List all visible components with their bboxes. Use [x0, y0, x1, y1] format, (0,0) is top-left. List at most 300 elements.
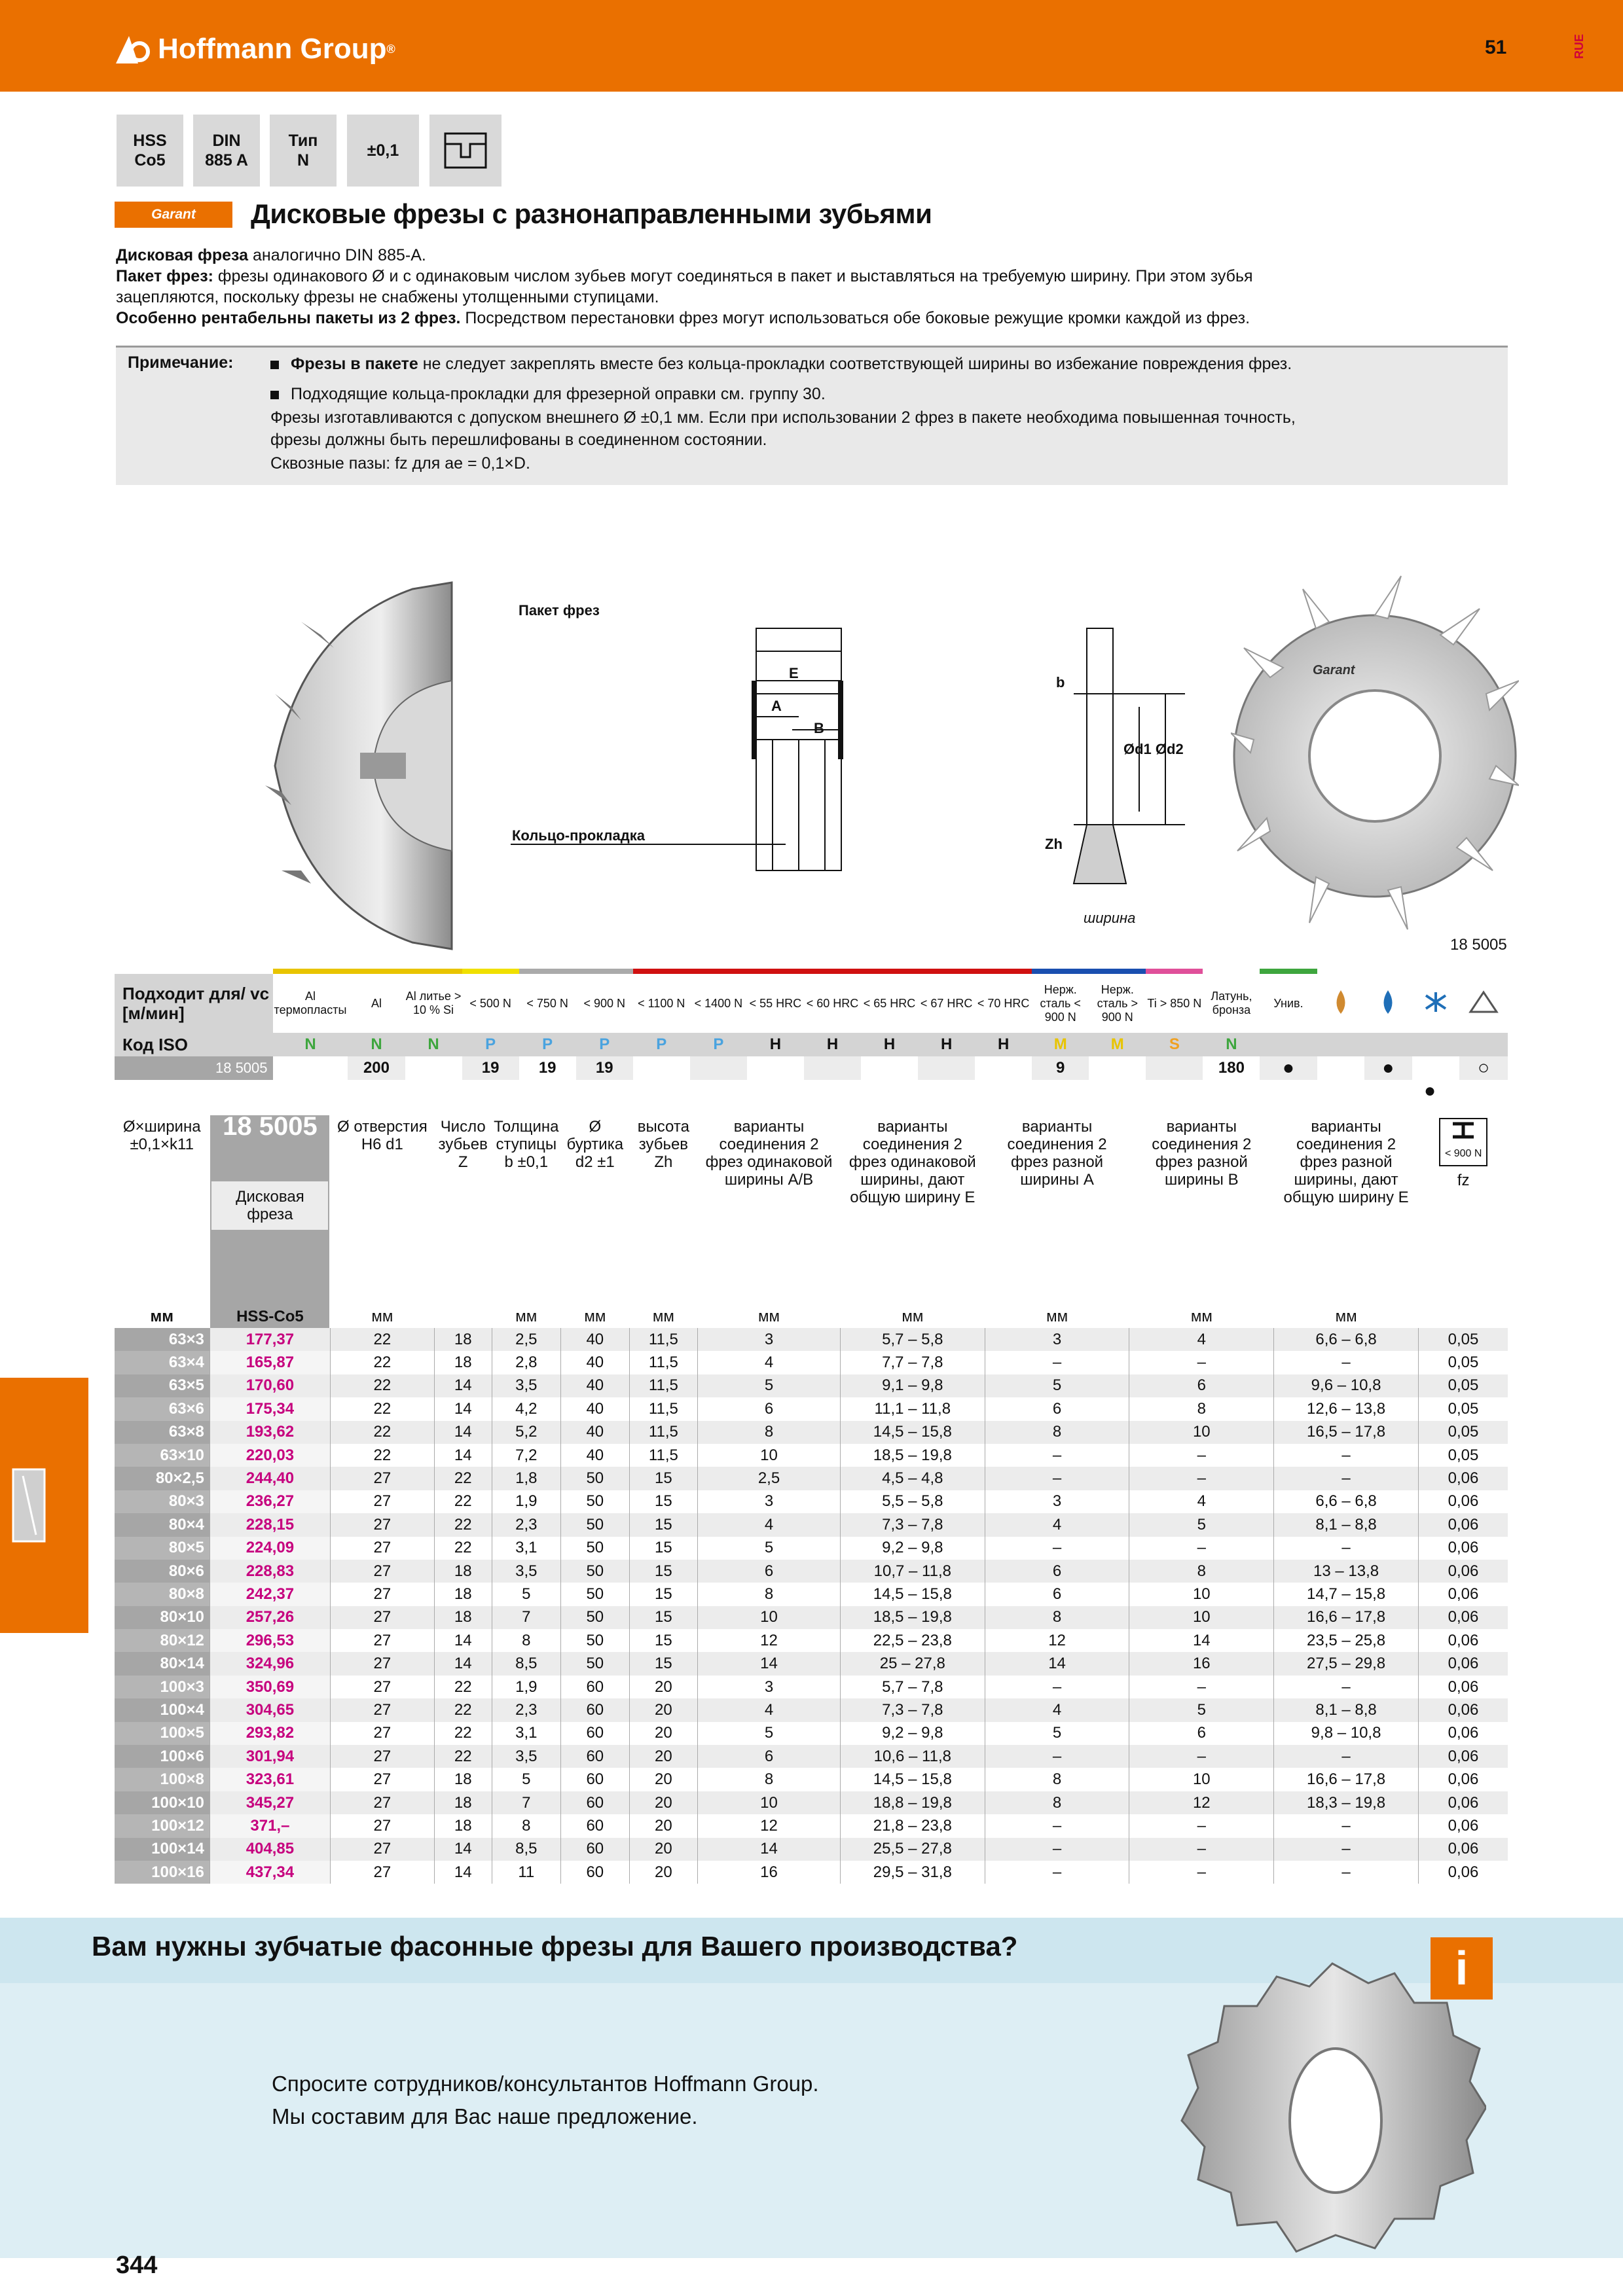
col-bore: Ø отверстия H6 d1: [330, 1115, 434, 1305]
language-code: RUE: [1573, 34, 1586, 60]
table-cell: –: [985, 1676, 1129, 1698]
table-cell: –: [1274, 1814, 1419, 1837]
table-cell: 11,5: [629, 1374, 697, 1397]
table-cell: 0,05: [1418, 1421, 1508, 1444]
table-cell: 8: [985, 1768, 1129, 1791]
table-cell: 20: [629, 1745, 697, 1768]
note-line-4: фрезы должны быть перешлифованы в соединенном состоянии.: [270, 431, 767, 449]
table-cell: 27: [330, 1537, 434, 1560]
table-cell: 5,5 – 5,8: [840, 1490, 985, 1513]
table-cell: 0,06: [1418, 1698, 1508, 1721]
material-al-thermo: Al термопласты: [274, 990, 347, 1016]
material-hrc-70: < 70 HRC: [977, 996, 1030, 1010]
table-cell: 27: [330, 1583, 434, 1605]
price-cell[interactable]: 323,61: [210, 1768, 330, 1791]
table-cell: 10: [1129, 1583, 1274, 1605]
table-cell: 0,06: [1418, 1768, 1508, 1791]
table-cell: 0,06: [1418, 1583, 1508, 1605]
price-cell[interactable]: 170,60: [210, 1374, 330, 1397]
table-cell: 4: [1129, 1490, 1274, 1513]
size-cell: 63×6: [115, 1397, 210, 1420]
table-cell: 8,5: [492, 1838, 560, 1861]
vc-value: [747, 1056, 804, 1080]
unit: мм: [985, 1305, 1129, 1328]
table-cell: –: [1274, 1351, 1419, 1374]
unit: мм: [1129, 1305, 1274, 1328]
table-cell: 2,5: [492, 1328, 560, 1351]
price-cell[interactable]: 404,85: [210, 1838, 330, 1861]
vc-value: [1089, 1056, 1146, 1080]
table-cell: 18: [434, 1328, 492, 1351]
table-cell: 20: [629, 1698, 697, 1721]
table-cell: –: [1274, 1537, 1419, 1560]
unit: [1418, 1305, 1508, 1328]
table-cell: 0,06: [1418, 1791, 1508, 1814]
table-cell: 22: [330, 1421, 434, 1444]
price-cell[interactable]: 371,–: [210, 1814, 330, 1837]
note-line-1: Фрезы в пакете не следует закреплять вместе без кольца-прокладки соответствующей ширины во избежание повреждения фрез.: [270, 353, 1292, 374]
table-cell: 16,5 – 17,8: [1274, 1421, 1419, 1444]
table-cell: 0,05: [1418, 1374, 1508, 1397]
table-cell: –: [985, 1861, 1129, 1884]
material-steel-1100: < 1100 N: [638, 996, 685, 1010]
table-row: [115, 1838, 1508, 1861]
coolant-emulsion: ●: [1364, 1056, 1412, 1080]
unit: HSS-Co5: [210, 1305, 330, 1328]
table-cell: 14: [1129, 1629, 1274, 1652]
table-cell: 22: [434, 1676, 492, 1698]
iso-code: P: [599, 1035, 610, 1053]
material-inox-lt900: Нерж. сталь < 900 N: [1040, 982, 1081, 1024]
table-cell: 8: [985, 1421, 1129, 1444]
price-cell[interactable]: 228,83: [210, 1560, 330, 1583]
material-al: Al: [371, 996, 382, 1010]
coolant-mql: [1412, 1056, 1460, 1080]
table-cell: 7,3 – 7,8: [840, 1513, 985, 1536]
table-cell: 15: [629, 1490, 697, 1513]
table-cell: 0,06: [1418, 1814, 1508, 1837]
table-cell: 7: [492, 1606, 560, 1629]
iso-label: Код ISO: [115, 1033, 273, 1056]
table-cell: 14: [434, 1421, 492, 1444]
intro-paragraph-2: Пакет фрез: фрезы одинакового Ø и с одинаковым числом зубьев могут соединяться в пакет и выставляться на требуемую ширину. При этом зубья: [116, 267, 1253, 285]
table-cell: 16: [698, 1861, 841, 1884]
table-cell: 18: [434, 1583, 492, 1605]
intro-paragraph-2b: зацепляются, поскольку фрезы не снабжены утолщенными ступицами.: [116, 288, 659, 306]
table-cell: 8: [492, 1814, 560, 1837]
table-cell: 8: [492, 1629, 560, 1652]
table-cell: 60: [560, 1722, 629, 1745]
price-cell[interactable]: 165,87: [210, 1351, 330, 1374]
iso-code: N: [371, 1035, 382, 1053]
size-cell: 80×6: [115, 1560, 210, 1583]
material-steel-500: < 500 N: [469, 996, 511, 1010]
table-cell: 14: [434, 1861, 492, 1884]
table-cell: 9,6 – 10,8: [1274, 1374, 1419, 1397]
table-cell: 14,5 – 15,8: [840, 1583, 985, 1605]
col-zh: высота зубьев Zh: [629, 1115, 697, 1305]
material-brass: Латунь, бронза: [1211, 990, 1252, 1016]
price-cell[interactable]: 257,26: [210, 1606, 330, 1629]
table-cell: –: [1129, 1676, 1274, 1698]
table-cell: 2,3: [492, 1698, 560, 1721]
table-cell: 18,3 – 19,8: [1274, 1791, 1419, 1814]
table-cell: 6: [698, 1397, 841, 1420]
spec-standard: DIN 885 A: [193, 115, 260, 187]
page-number: 51: [1485, 37, 1507, 58]
table-cell: –: [985, 1537, 1129, 1560]
pack-label: Пакет фрез: [519, 602, 600, 619]
size-cell: 63×8: [115, 1421, 210, 1444]
table-cell: 0,05: [1418, 1328, 1508, 1351]
vc-value: [804, 1056, 861, 1080]
size-cell: 100×16: [115, 1861, 210, 1884]
table-cell: 60: [560, 1676, 629, 1698]
table-cell: 9,8 – 10,8: [1274, 1722, 1419, 1745]
table-cell: 3,5: [492, 1374, 560, 1397]
size-cell: 100×14: [115, 1838, 210, 1861]
table-cell: –: [1274, 1467, 1419, 1490]
table-cell: –: [1129, 1838, 1274, 1861]
table-cell: 4: [1129, 1328, 1274, 1351]
unit: мм: [1274, 1305, 1419, 1328]
table-cell: –: [1129, 1814, 1274, 1837]
page-title: Дисковые фрезы с разнонаправленными зубьями: [251, 198, 932, 229]
table-cell: 0,05: [1418, 1397, 1508, 1420]
table-cell: 27: [330, 1722, 434, 1745]
size-cell: 100×6: [115, 1745, 210, 1768]
price-cell[interactable]: 304,65: [210, 1698, 330, 1721]
section-side-tab[interactable]: [0, 1378, 88, 1633]
iso-code: S: [1169, 1035, 1180, 1053]
spec-groove-icon: [429, 115, 501, 187]
note-line-2: Подходящие кольца-прокладки для фрезерной оправки см. группу 30.: [270, 384, 826, 404]
table-cell: 16: [1129, 1652, 1274, 1675]
table-cell: 3: [698, 1676, 841, 1698]
table-cell: 7,2: [492, 1444, 560, 1467]
table-cell: 7,3 – 7,8: [840, 1698, 985, 1721]
brand-logo[interactable]: Hoffmann Group ®: [115, 29, 395, 69]
table-cell: –: [985, 1814, 1129, 1837]
table-cell: 8: [698, 1768, 841, 1791]
table-cell: 4,5 – 4,8: [840, 1467, 985, 1490]
table-cell: 60: [560, 1745, 629, 1768]
table-cell: –: [1274, 1838, 1419, 1861]
vc-value: 19: [576, 1056, 633, 1080]
unit: мм: [492, 1305, 560, 1328]
table-cell: 4: [985, 1513, 1129, 1536]
table-cell: –: [1129, 1444, 1274, 1467]
table-cell: 1,8: [492, 1467, 560, 1490]
vc-value: [861, 1056, 918, 1080]
table-cell: 11: [492, 1861, 560, 1884]
table-cell: 14,5 – 15,8: [840, 1421, 985, 1444]
table-cell: 60: [560, 1768, 629, 1791]
table-cell: 50: [560, 1560, 629, 1583]
price-cell[interactable]: 301,94: [210, 1745, 330, 1768]
table-cell: 18,8 – 19,8: [840, 1791, 985, 1814]
table-cell: 15: [629, 1652, 697, 1675]
table-cell: 40: [560, 1397, 629, 1420]
table-cell: 11,5: [629, 1421, 697, 1444]
table-cell: 14,5 – 15,8: [840, 1768, 985, 1791]
table-cell: 20: [629, 1768, 697, 1791]
table-cell: 29,5 – 31,8: [840, 1861, 985, 1884]
table-cell: 12: [698, 1629, 841, 1652]
col-teeth: Число зубьев Z: [434, 1115, 492, 1305]
table-cell: 10: [698, 1791, 841, 1814]
table-cell: –: [1274, 1676, 1419, 1698]
dim-E: E: [789, 665, 799, 681]
table-cell: 18: [434, 1606, 492, 1629]
table-cell: 22: [434, 1467, 492, 1490]
iso-code: P: [713, 1035, 724, 1053]
table-cell: –: [985, 1745, 1129, 1768]
pack-drawing: [511, 596, 851, 903]
table-cell: 22: [330, 1397, 434, 1420]
unit: мм: [629, 1305, 697, 1328]
table-cell: 15: [629, 1467, 697, 1490]
price-cell[interactable]: 193,62: [210, 1421, 330, 1444]
size-cell: 80×12: [115, 1629, 210, 1652]
price-cell[interactable]: 236,27: [210, 1490, 330, 1513]
table-cell: –: [1129, 1467, 1274, 1490]
table-cell: 6,6 – 6,8: [1274, 1328, 1419, 1351]
price-cell[interactable]: 244,40: [210, 1467, 330, 1490]
vc-value: ●: [1260, 1056, 1317, 1080]
table-cell: 60: [560, 1814, 629, 1837]
table-cell: –: [985, 1838, 1129, 1861]
note-line-3: Фрезы изготавливаются с допуском внешнего Ø ±0,1 мм. Если при использовании 2 фрез в пакете необходима повышенная точность,: [270, 408, 1296, 427]
banner-line-1: Спросите сотрудников/консультантов Hoffmann Group.: [272, 2072, 819, 2096]
vc-value: [273, 1056, 348, 1080]
table-cell: 22: [434, 1513, 492, 1536]
table-row: [115, 1467, 1508, 1490]
air-icon: [1459, 974, 1508, 1033]
coolant-air-mark: ●: [1424, 1080, 1436, 1102]
iso-code: M: [1053, 1035, 1067, 1053]
material-hrc-67: < 67 HRC: [920, 996, 973, 1010]
table-cell: 40: [560, 1351, 629, 1374]
table-cell: –: [1129, 1351, 1274, 1374]
table-cell: 3,5: [492, 1745, 560, 1768]
col-hub: Толщина ступицы b ±0,1: [492, 1115, 560, 1305]
table-cell: 4: [698, 1513, 841, 1536]
col-variant-4: варианты соединения 2 фрез разной ширины B: [1129, 1115, 1274, 1305]
table-cell: 18: [434, 1768, 492, 1791]
price-cell[interactable]: 224,09: [210, 1537, 330, 1560]
table-cell: 14: [434, 1444, 492, 1467]
table-cell: 60: [560, 1698, 629, 1721]
material-al-cast: Al литье > 10 % Si: [405, 990, 462, 1016]
col-variant-2: варианты соединения 2 фрез одинаковой ширины, дают общую ширину E: [840, 1115, 985, 1305]
banner-line-2: Мы составим для Вас наше предложение.: [272, 2104, 698, 2128]
table-cell: 22,5 – 23,8: [840, 1629, 985, 1652]
table-row: [115, 1676, 1508, 1698]
table-cell: 8: [985, 1791, 1129, 1814]
table-cell: 15: [629, 1583, 697, 1605]
table-cell: 15: [629, 1513, 697, 1536]
note-line-5: Сквозные пазы: fz для ae = 0,1×D.: [270, 454, 530, 473]
price-cell[interactable]: 228,15: [210, 1513, 330, 1536]
table-cell: 14: [698, 1652, 841, 1675]
table-cell: 40: [560, 1328, 629, 1351]
table-row: [115, 1397, 1508, 1420]
vc-value: 180: [1218, 1059, 1245, 1077]
unit: мм: [698, 1305, 841, 1328]
dim-A: A: [771, 698, 782, 714]
table-cell: –: [1129, 1537, 1274, 1560]
table-cell: 8,1 – 8,8: [1274, 1698, 1419, 1721]
size-cell: 80×2,5: [115, 1467, 210, 1490]
table-cell: 2,3: [492, 1513, 560, 1536]
suitability-table: [115, 969, 1508, 1102]
material-steel-1400: < 1400 N: [694, 996, 743, 1010]
table-cell: 10: [698, 1606, 841, 1629]
table-cell: 0,06: [1418, 1745, 1508, 1768]
table-cell: 3,1: [492, 1722, 560, 1745]
table-cell: 27: [330, 1814, 434, 1837]
mql-icon: [1412, 974, 1460, 1033]
table-row: [115, 1629, 1508, 1652]
table-cell: 5: [698, 1374, 841, 1397]
material-hrc-55: < 55 HRC: [749, 996, 802, 1010]
cutter-section-drawing: [1034, 622, 1192, 897]
table-cell: 10: [1129, 1606, 1274, 1629]
table-cell: 22: [330, 1328, 434, 1351]
price-cell[interactable]: 324,96: [210, 1652, 330, 1675]
table-cell: 8,1 – 8,8: [1274, 1513, 1419, 1536]
price-cell[interactable]: 350,69: [210, 1676, 330, 1698]
iso-code: P: [485, 1035, 496, 1053]
table-row: [115, 1374, 1508, 1397]
table-cell: 18: [434, 1814, 492, 1837]
vc-value: 19: [538, 1059, 556, 1077]
table-cell: 14: [434, 1629, 492, 1652]
table-cell: 27: [330, 1791, 434, 1814]
size-cell: 100×3: [115, 1676, 210, 1698]
price-cell[interactable]: 177,37: [210, 1328, 330, 1351]
price-cell[interactable]: 345,27: [210, 1791, 330, 1814]
table-cell: 22: [434, 1537, 492, 1560]
table-row: [115, 1537, 1508, 1560]
table-cell: 20: [629, 1861, 697, 1884]
table-cell: 21,8 – 23,8: [840, 1814, 985, 1837]
table-cell: –: [1274, 1745, 1419, 1768]
iso-code: M: [1110, 1035, 1124, 1053]
table-cell: 27: [330, 1698, 434, 1721]
size-cell: 63×10: [115, 1444, 210, 1467]
size-cell: 80×3: [115, 1490, 210, 1513]
price-cell[interactable]: 293,82: [210, 1722, 330, 1745]
table-cell: 14: [434, 1397, 492, 1420]
bullet-icon: [270, 391, 279, 399]
table-cell: 27: [330, 1629, 434, 1652]
table-cell: 5: [492, 1768, 560, 1791]
dry-icon: [1317, 974, 1365, 1033]
table-cell: 8: [1129, 1397, 1274, 1420]
table-cell: 27: [330, 1513, 434, 1536]
table-cell: 5: [985, 1374, 1129, 1397]
table-cell: 11,1 – 11,8: [840, 1397, 985, 1420]
table-cell: 10: [698, 1444, 841, 1467]
table-cell: 8: [698, 1421, 841, 1444]
table-cell: 14: [434, 1374, 492, 1397]
price-cell[interactable]: 437,34: [210, 1861, 330, 1884]
table-cell: 27,5 – 29,8: [1274, 1652, 1419, 1675]
table-row: [115, 1861, 1508, 1884]
table-cell: 2,8: [492, 1351, 560, 1374]
drill-section-icon: [0, 1378, 88, 1633]
price-cell[interactable]: 175,34: [210, 1397, 330, 1420]
table-cell: 18: [434, 1560, 492, 1583]
ring-label: Кольцо-прокладка: [512, 827, 645, 844]
intro-paragraph-3: Особенно рентабельны пакеты из 2 фрез. Посредством перестановки фрез могут использоваться обе боковые режущие кромки каждой из фрез.: [116, 309, 1250, 327]
price-cell[interactable]: 220,03: [210, 1444, 330, 1467]
table-cell: 7,7 – 7,8: [840, 1351, 985, 1374]
table-cell: 60: [560, 1838, 629, 1861]
table-row: [115, 1328, 1508, 1351]
table-cell: 0,06: [1418, 1606, 1508, 1629]
table-cell: 15: [629, 1606, 697, 1629]
table-cell: 14: [985, 1652, 1129, 1675]
table-cell: 50: [560, 1652, 629, 1675]
table-cell: 5: [698, 1722, 841, 1745]
table-row: [115, 1768, 1508, 1791]
table-cell: 18: [434, 1791, 492, 1814]
table-cell: 0,06: [1418, 1560, 1508, 1583]
vc-value: 19: [462, 1056, 519, 1080]
col-variant-5: варианты соединения 2 фрез разной ширины, дают общую ширину E: [1274, 1115, 1419, 1305]
bullet-icon: [270, 361, 279, 369]
unit: [434, 1305, 492, 1328]
table-cell: 12: [698, 1814, 841, 1837]
table-cell: 0,06: [1418, 1537, 1508, 1560]
table-cell: 4,2: [492, 1397, 560, 1420]
table-cell: 9,1 – 9,8: [840, 1374, 985, 1397]
iso-code: P: [542, 1035, 553, 1053]
table-cell: 14: [434, 1838, 492, 1861]
table-cell: 6: [985, 1583, 1129, 1605]
price-cell[interactable]: 296,53: [210, 1629, 330, 1652]
table-cell: 27: [330, 1606, 434, 1629]
table-cell: 11,5: [629, 1328, 697, 1351]
unit: мм: [330, 1305, 434, 1328]
table-cell: 3: [698, 1328, 841, 1351]
product-table: [115, 1112, 1508, 1884]
cutter-photo: [1231, 563, 1519, 949]
table-cell: 50: [560, 1606, 629, 1629]
price-cell[interactable]: 242,37: [210, 1583, 330, 1605]
col-code: 18 5005 Дисковая фреза: [210, 1115, 330, 1305]
table-cell: 10,7 – 11,8: [840, 1560, 985, 1583]
table-cell: 60: [560, 1861, 629, 1884]
table-cell: 27: [330, 1490, 434, 1513]
table-cell: 3: [985, 1328, 1129, 1351]
size-cell: 80×5: [115, 1537, 210, 1560]
table-cell: 50: [560, 1513, 629, 1536]
cutter-brand-label: Garant: [1313, 663, 1355, 677]
table-row: [115, 1444, 1508, 1467]
table-cell: 4: [698, 1351, 841, 1374]
table-cell: 0,06: [1418, 1838, 1508, 1861]
table-cell: 27: [330, 1652, 434, 1675]
unit: мм: [150, 1308, 173, 1325]
material-inox-gt900: Нерж. сталь > 900 N: [1097, 982, 1139, 1024]
table-row: [115, 1791, 1508, 1814]
table-cell: 5: [1129, 1698, 1274, 1721]
size-cell: 100×4: [115, 1698, 210, 1721]
